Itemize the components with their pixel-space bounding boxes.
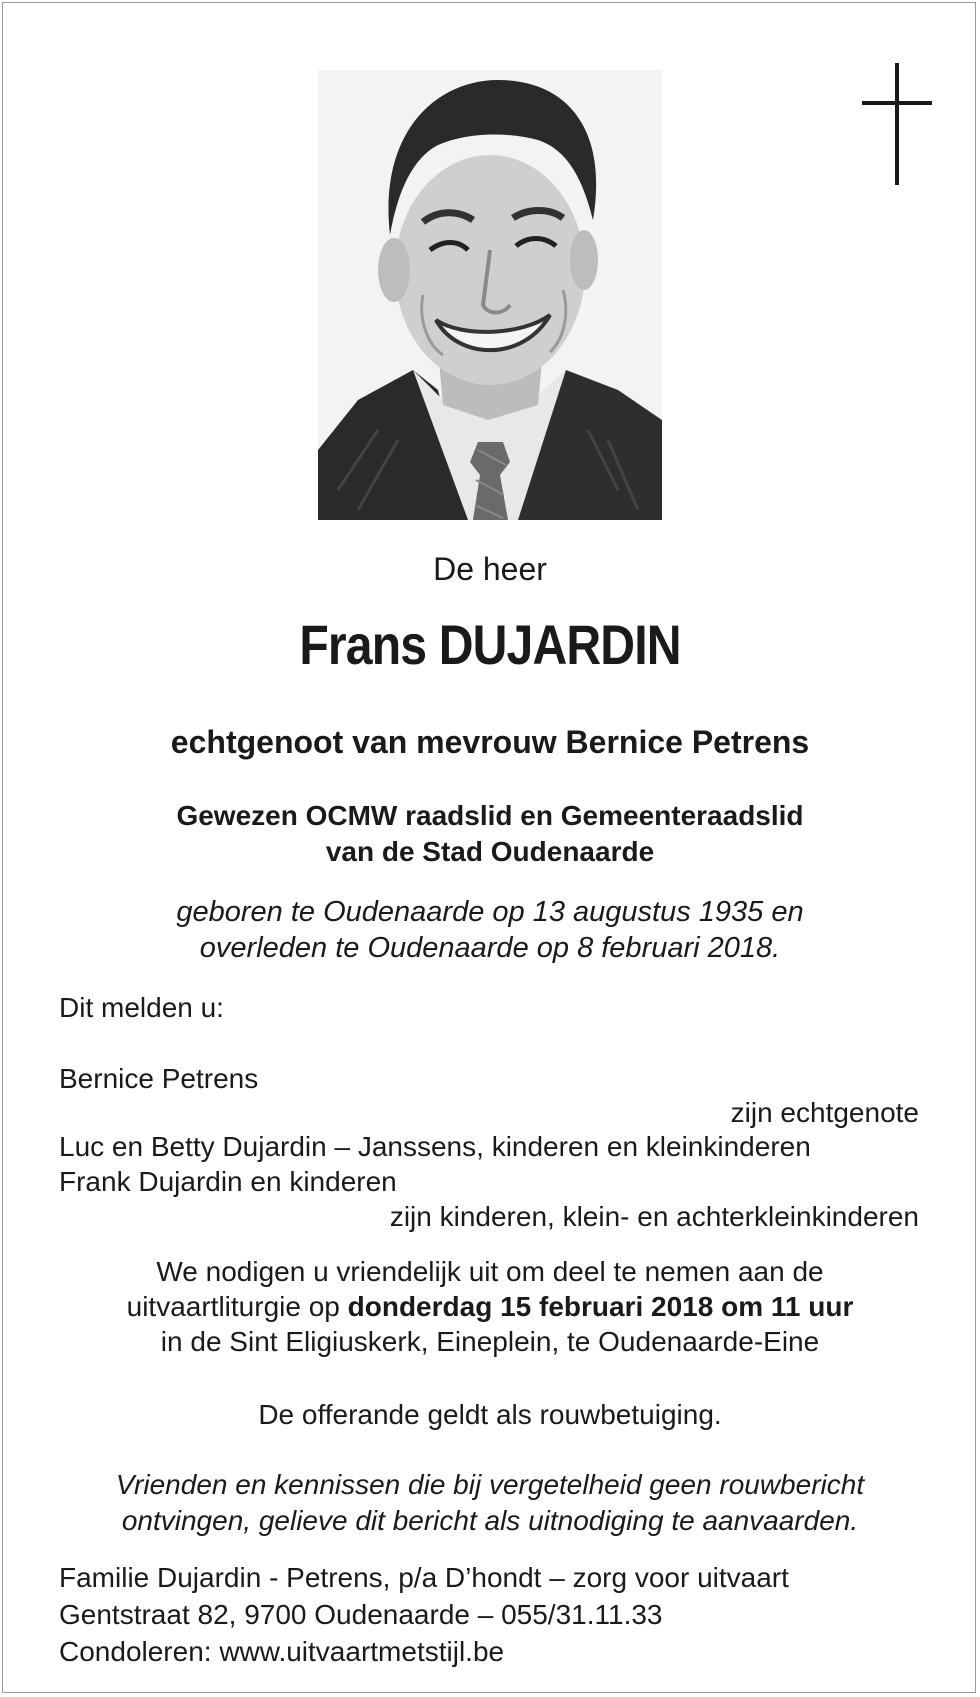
contact-line-2: Gentstraat 82, 9700 Oudenaarde – 055/31.11.33 <box>59 1599 663 1630</box>
service-block <box>0 1254 980 1359</box>
announcer-line-1: Bernice Petrens <box>59 1063 259 1094</box>
contact-line-1: Familie Dujardin - Petrens, p/a D’hondt – zorg voor uitvaart <box>59 1562 789 1593</box>
service-line-2 <box>0 1289 980 1324</box>
service-line-2-prefix: uitvaartliturgie op <box>126 1291 348 1322</box>
portrait-photo <box>318 70 662 520</box>
announcer-line-3: Frank Dujardin en kinderen <box>59 1166 397 1197</box>
title-prefix: De heer <box>433 551 547 587</box>
announcer-role-1: zijn echtgenote <box>730 1097 919 1128</box>
role-line-2: van de Stad Oudenaarde <box>325 836 655 867</box>
offering-line: De offerande geldt als rouwbetuiging. <box>258 1399 722 1430</box>
announcer-role-2: zijn kinderen, klein- en achterkleinkinderen <box>389 1201 919 1232</box>
service-line-1: We nodigen u vriendelijk uit om deel te nemen aan de <box>156 1256 824 1287</box>
announcers-intro: Dit melden u: <box>59 992 224 1023</box>
announcer-line-2: Luc en Betty Dujardin – Janssens, kinderen en kleinkinderen <box>59 1131 811 1162</box>
contact-line-3: Condoleren: www.uitvaartmetstijl.be <box>59 1636 505 1667</box>
role-line-1: Gewezen OCMW raadslid en Gemeenteraadslid <box>176 800 804 831</box>
dates-line-1: geboren te Oudenaarde op 13 augustus 1935 en <box>176 896 804 928</box>
service-date-time: donderdag 15 februari 2018 om 11 uur <box>347 1291 854 1322</box>
cross-icon <box>862 63 932 185</box>
role-block <box>0 798 980 870</box>
service-line-3: in de Sint Eligiuskerk, Eineplein, te Oudenaarde-Eine <box>160 1326 820 1357</box>
notice-line-2: ontvingen, gelieve dit bericht als uitnodiging te aanvaarden. <box>121 1505 859 1536</box>
deceased-name: Frans DUJARDIN <box>299 613 681 676</box>
notice-block <box>0 1467 980 1539</box>
dates-block <box>0 894 980 966</box>
dates-line-2: overleden te Oudenaarde op 8 februari 2018. <box>199 932 781 964</box>
notice-line-1: Vrienden en kennissen die bij vergetelheid geen rouwbericht <box>115 1469 865 1500</box>
spouse-line: echtgenoot van mevrouw Bernice Petrens <box>170 724 810 760</box>
